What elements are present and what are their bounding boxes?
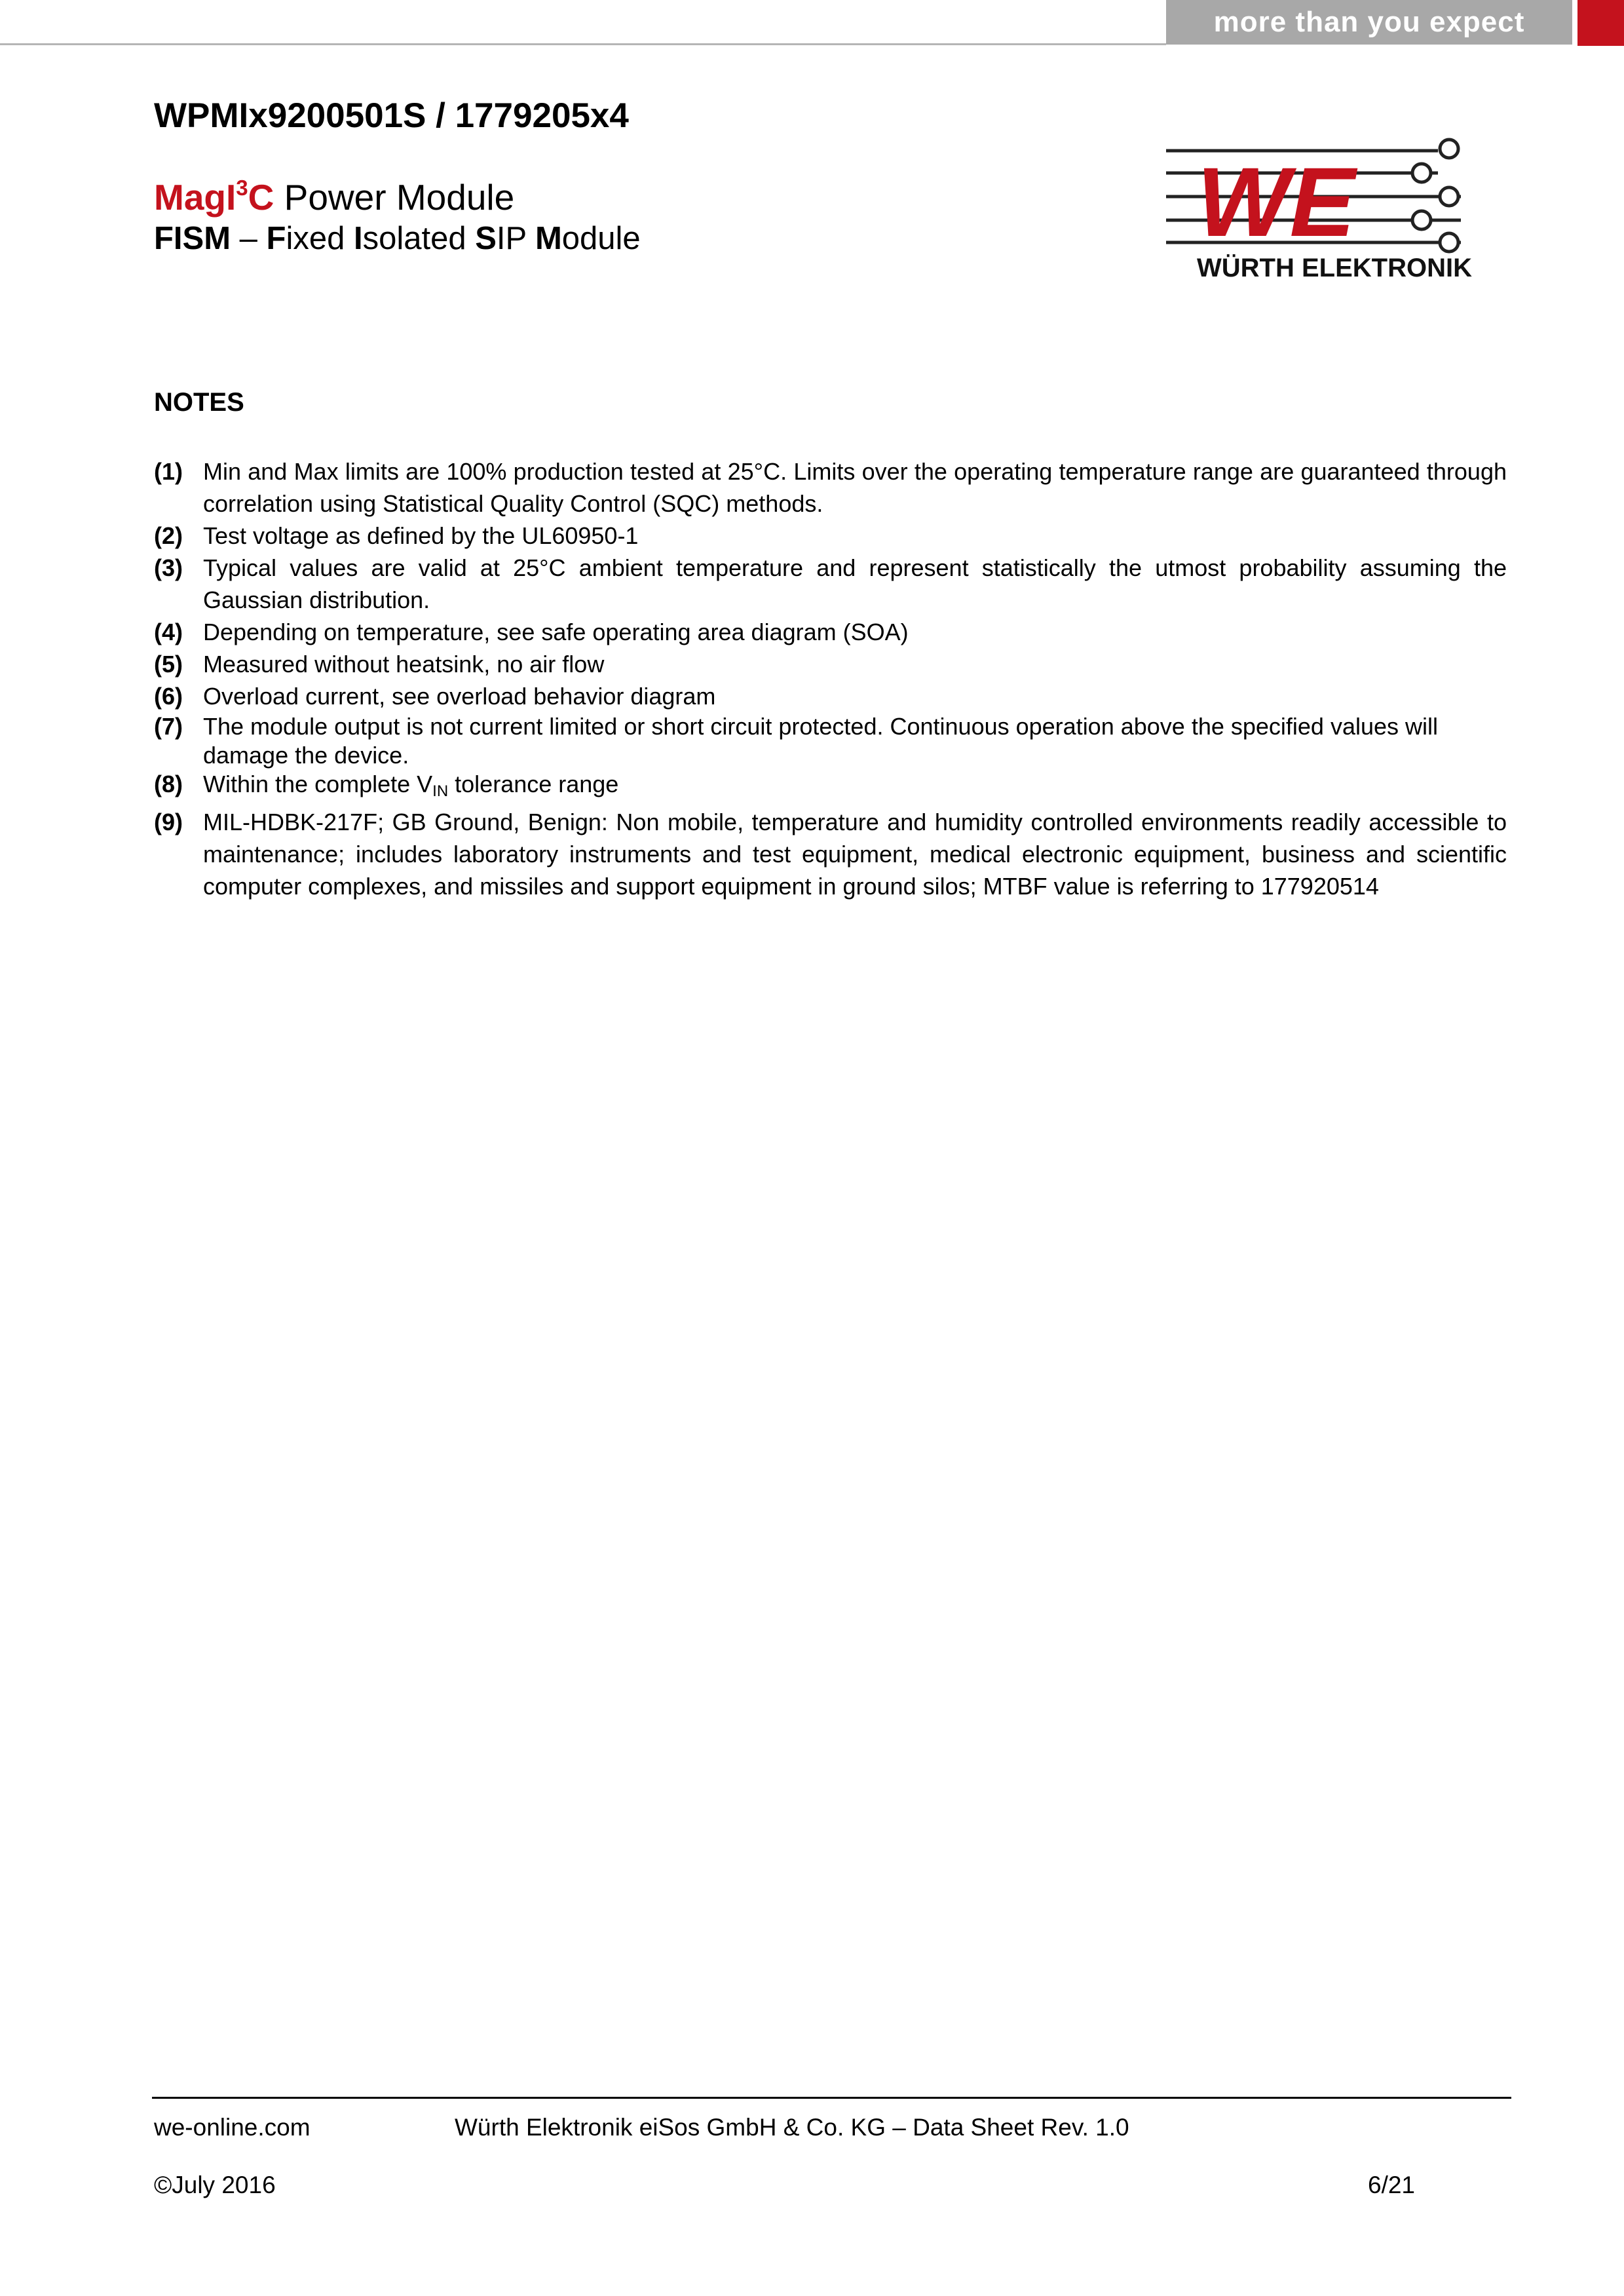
footer-date: ©July 2016 — [154, 2172, 276, 2198]
note-text: Within the complete $V_{IN}$ tolerance range — [203, 771, 619, 800]
note-item — [154, 680, 1507, 712]
note-item — [154, 712, 1507, 770]
note-item — [154, 455, 1507, 520]
note-number: (2) — [154, 522, 183, 549]
header-top-rule — [0, 43, 1166, 45]
note-text: Depending on temperature, see safe operating area diagram (SOA) — [203, 619, 909, 645]
product-subtitle: FISM – Fixed Isolated SIP Module — [154, 221, 641, 256]
product-type: Power Module — [274, 177, 515, 218]
note-number: (8) — [154, 771, 183, 797]
document-title: WPMIx9200501S / 1779205x4 — [154, 96, 629, 135]
note-text: Overload current, see overload behavior diagram — [203, 683, 716, 710]
tagline-banner — [1166, 0, 1572, 45]
note-item — [154, 552, 1507, 616]
note-item — [154, 520, 1507, 552]
note-text: Typical values are valid at 25°C ambient temperature and represent statistically the utmost probability assuming the Gaussian distribution. — [203, 554, 1507, 613]
brand-red-square — [1577, 0, 1624, 46]
note-number: (1) — [154, 458, 183, 485]
note-number: (5) — [154, 651, 183, 678]
note-item — [154, 770, 1507, 806]
note-text: Test voltage as defined by the UL60950-1 — [203, 522, 639, 549]
wurth-elektronik-logo — [1163, 131, 1477, 288]
svg-text:WE: WE — [1197, 147, 1355, 257]
note-number: (9) — [154, 809, 183, 835]
note-text: MIL-HDBK-217F; GB Ground, Benign: Non mobile, temperature and humidity controlled environments readily accessible to maintenance; includes laboratory instruments and test equipment, medical electronic equipment, business and scientific computer complexes, and missiles and support equipment in ground silos; MTBF value is referring to 177920514 — [203, 809, 1507, 900]
logo-wordmark: WÜRTH ELEKTRONIK — [1197, 254, 1472, 282]
product-line — [154, 176, 514, 218]
footer-company: Würth Elektronik eiSos GmbH & Co. KG – Data Sheet Rev. 1.0 — [455, 2114, 1129, 2141]
notes-list — [154, 455, 1507, 902]
note-number: (6) — [154, 683, 183, 710]
note-text: Measured without heatsink, no air flow — [203, 651, 605, 678]
note-number: (3) — [154, 554, 183, 581]
note-text: Min and Max limits are 100% production tested at 25°C. Limits over the operating temperature range are guaranteed through correlation using Statistical Quality Control (SQC) methods. — [203, 458, 1507, 517]
page-number: 6/21 — [1368, 2172, 1416, 2198]
notes-heading: NOTES — [154, 388, 244, 417]
note-number: (4) — [154, 619, 183, 645]
brand-name: MagI$^3$C — [154, 176, 274, 218]
tagline-text: more than you expect — [1213, 6, 1525, 38]
footer-rule — [152, 2097, 1511, 2099]
note-item — [154, 616, 1507, 648]
note-item — [154, 806, 1507, 902]
note-item — [154, 648, 1507, 680]
footer-website: we-online.com — [154, 2114, 311, 2141]
note-text: The module output is not current limited or short circuit protected. Continuous operation above the specified values will damage the device. — [203, 713, 1439, 769]
note-number: (7) — [154, 713, 183, 740]
we-logo-icon — [1163, 131, 1477, 288]
